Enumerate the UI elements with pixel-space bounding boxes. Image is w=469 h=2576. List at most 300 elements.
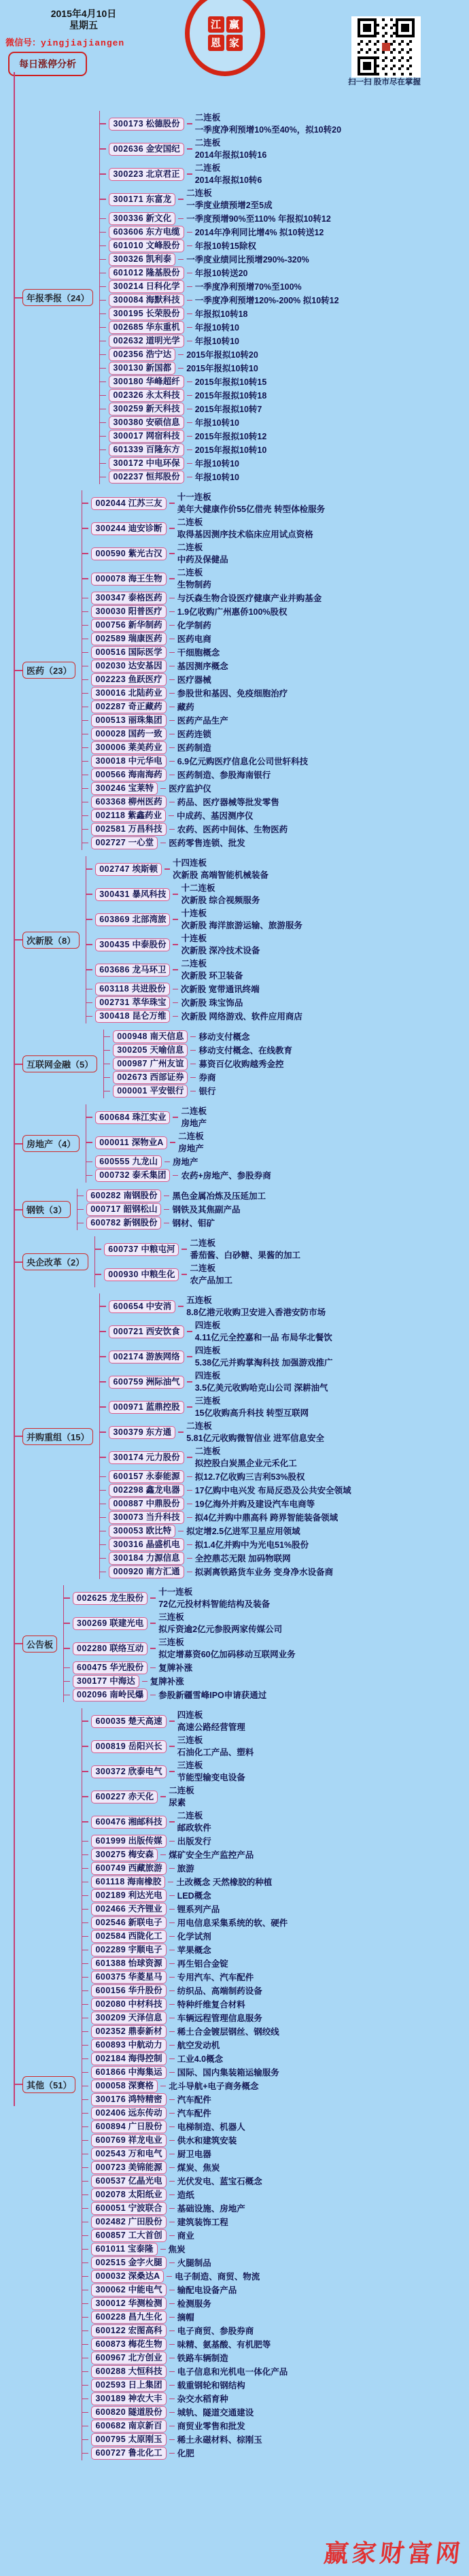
category-stock-list [82,490,469,850]
stock-box [91,2161,166,2174]
stock-code: 000717 [90,1204,121,1214]
category-stock-list [94,1236,469,1287]
stock-description-line: 2015年报拟10转10 [186,363,258,373]
stock-name: 亿晶光电 [128,2176,162,2186]
stock-description [177,2352,228,2365]
connector-line [187,395,192,396]
stock-description [190,1262,232,1287]
stock-description-line: 医药制造、参股海南银行 [177,770,271,780]
stock-box [91,547,166,560]
stock-box [104,1243,179,1256]
stock-description-line: 钢铁及其焦副产品 [172,1204,241,1215]
category-stock-list [99,1293,469,1579]
stock-name: 华测检测 [128,2299,162,2308]
stock-name: 岳阳兴长 [128,1741,162,1751]
connector-line [169,1821,175,1823]
stock-code: 600967 [95,2353,126,2362]
stock-description-line: 味精、氨基酸、有机肥等 [177,2339,271,2350]
stock-code: 601010 [113,241,144,250]
stock-code: 002482 [95,2217,126,2226]
stock-name: 深桑达A [128,2271,160,2281]
stock-description-line: 药品、医疗器械等批发零售 [177,797,279,807]
stock-description [177,2162,220,2174]
stock-name: 凯利泰 [145,254,172,264]
stock-name: 中能电气 [128,2285,162,2294]
stock-code: 300214 [113,282,144,291]
stock-description [195,322,239,334]
stock-code: 300275 [95,1850,126,1859]
stock-code: 300084 [113,295,144,305]
stock-row [109,187,469,211]
stock-row [91,2365,469,2378]
stock-description-line: 二连板 [190,1238,215,1248]
stock-box [95,964,170,977]
stock-code: 300431 [99,889,130,899]
stock-code: 300171 [113,194,144,204]
stock-row [73,1636,469,1661]
stock-box [91,714,166,727]
stock-row [86,1203,469,1216]
stock-description-line: 1.9亿收购广州惠侨100%股权 [177,607,288,617]
stock-code: 002632 [113,336,144,345]
stock-name: 南钢股份 [123,1191,158,1200]
stock-name: 华菱星马 [128,1972,162,1982]
stock-box [109,1325,184,1338]
stock-code: 600157 [113,1472,144,1481]
stock-row [109,321,469,334]
connector-line [150,1648,156,1649]
stock-description-line: 二连板 [181,1106,207,1116]
stock-description-line: 十四连板 [172,858,207,868]
stock-description-line: 次新股 综合视频服务 [181,896,260,905]
stock-code: 300372 [95,1766,126,1776]
stock-box [91,809,166,822]
stock-description-line: 二连板 [169,1786,194,1795]
connector-line [164,868,170,870]
stock-description [177,1971,254,1984]
stock-row [109,1395,469,1419]
category-label: 互联网金融（5） [22,1055,97,1072]
stock-description-line: 4.11亿元全控嘉和一品 布局华北餐饮 [194,1333,332,1342]
stock-code: 300030 [95,607,126,616]
stock-code: 300006 [95,743,126,752]
stock-description-line: 二连板 [177,518,203,527]
stock-description-line: 国际、国内集装箱运输服务 [177,2067,279,2078]
stock-description-line: 基础设施、房地产 [177,2203,245,2214]
stock-name: 泰格医药 [128,593,162,603]
stock-row [91,673,469,686]
stock-description-line: 房地产 [178,1144,204,1153]
stock-box [91,2311,166,2324]
stock-box [91,2352,166,2365]
stock-name: 中泰股份 [132,939,167,949]
stock-row [91,687,469,700]
stock-description-line: 航空发动机 [177,2040,220,2050]
connector-line [150,1597,156,1599]
stock-box [91,573,166,586]
stock-description [177,1863,194,1875]
stock-row [109,1525,469,1538]
stock-row [109,1344,469,1369]
stock-name: 丽珠集团 [128,715,162,725]
stock-name: 新国都 [145,363,172,373]
stock-row [109,416,469,429]
stock-box [109,335,184,348]
stock-name: 新联电子 [128,1918,162,1927]
stock-description-line: 钢材、钼矿 [172,1218,215,1228]
stock-description-line: 用电信息采集系统的软、硬件 [177,1918,288,1928]
category [14,1236,469,1287]
stock-name: 文峰股份 [145,241,180,250]
connector-line [169,1895,175,1897]
stock-box [109,193,175,206]
stock-description-line: 邮政软件 [177,1823,211,1833]
stock-row [73,1689,469,1701]
stock-code: 000795 [95,2435,126,2444]
category-label: 钢铁（3） [22,1201,71,1218]
stock-description-line: 旅游 [177,1863,194,1874]
stock-description-line: 工业4.0概念 [177,2054,224,2064]
stock-description-line: 基因测序概念 [177,661,228,671]
stock-row [91,1998,469,2011]
connector-line [169,2303,175,2305]
stock-description [181,907,302,932]
stock-code: 600782 [90,1218,121,1227]
connector-line [169,2004,175,2005]
stock-name: 深物业A [131,1137,164,1147]
stock-box [113,1085,188,1098]
stock-description [177,2230,194,2242]
stock-name: 中元华电 [128,756,162,766]
stock-description [177,2135,237,2147]
connector-line [190,1036,196,1038]
stock-box [91,1971,166,1984]
stock-name: 天泽信息 [128,2013,162,2022]
stock-description [150,1676,184,1688]
stock-code: 600122 [95,2326,126,2335]
stock-description [190,1237,300,1261]
stock-name: 宇顺电子 [128,1945,162,1954]
stock-description-line: 稀土永磁材料、棕刚玉 [177,2435,262,2445]
stock-row [91,1848,469,1861]
stock-row [91,2379,469,2392]
stock-description [195,294,339,307]
stock-description-line: 四连板 [194,1321,221,1330]
stock-box [109,375,184,388]
stock-description [181,983,260,996]
connector-line [187,341,192,342]
stock-row [109,212,469,225]
stock-description [177,2325,254,2337]
stock-row [109,362,469,375]
stock-description [177,2203,245,2215]
stock-name: 鸿特精密 [128,2095,162,2104]
stock-description [177,2379,245,2392]
connector-line [173,944,178,945]
stock-code: 002118 [95,811,126,820]
stock-description-line: 十连板 [181,909,207,918]
stock-name: 金字火腿 [128,2258,162,2267]
stock-description [177,1999,245,2011]
stock-code: 300435 [99,939,130,949]
stock-description-line: 72亿元投材料智能结构及装备 [158,1599,271,1609]
stock-box [109,118,184,131]
stock-description-line: 2014年净利同比增4% 拟10转送12 [194,227,324,237]
stock-row [109,348,469,361]
stock-description-line: 2015年报拟10转7 [194,404,262,414]
connector-line [173,1117,178,1118]
stock-row [91,2324,469,2337]
stock-name: 太原刚玉 [128,2435,162,2444]
stock-row [95,1105,469,1130]
stock-description-line: 年报10转送20 [194,268,248,278]
stock-row [73,1586,469,1610]
stock-box [95,1155,162,1168]
stock-description-line: 二连板 [194,1446,221,1456]
stock-name: 隆基股份 [145,268,180,277]
stock-description [177,2012,262,2024]
connector-line [169,2181,175,2182]
stock-box [91,1816,166,1829]
stock-code: 600654 [113,1301,144,1311]
stock-row [91,1930,469,1943]
stock-row [91,632,469,645]
connector-line [187,1544,192,1546]
stock-description-line: 电子制造、商贸、物流 [175,2271,260,2282]
connector-line [142,1681,147,1682]
stock-code: 000920 [113,1567,144,1576]
stock-name: 天齐锂业 [128,1904,162,1914]
connector-line [187,1517,192,1519]
stock-code: 601388 [95,1959,126,1968]
stock-name: 梅花生物 [128,2339,162,2349]
stock-description-line: 年报10转10 [194,336,239,346]
category-stock-list [86,1104,469,1183]
connector-line [169,2358,175,2359]
stock-description-line: 年报10转10 [194,322,239,333]
connector-line [169,639,175,640]
stock-box [104,1268,179,1281]
stock-description-line: 医药电商 [177,634,211,644]
stock-code: 603686 [99,964,130,975]
connector-line [187,232,192,233]
stock-description-line: 二连板 [194,138,221,148]
stock-description [177,620,211,632]
stock-code: 000756 [95,620,126,630]
stock-box [91,673,166,686]
connector-line [169,2263,175,2264]
stock-code: 300018 [95,756,126,766]
stock-code: 300259 [113,404,144,413]
stock-description-line: 拟定增2.5亿进军卫星应用领域 [186,1526,300,1536]
connector-line [160,2249,166,2250]
stock-description [169,783,211,795]
stock-name: 广日股份 [128,2122,162,2131]
stock-description [195,471,239,484]
stock-description-line: 次新股 深冷技术设备 [181,946,260,955]
stock-description-line: 二连板 [181,959,207,968]
stock-code: 600873 [95,2339,126,2349]
stock-box [91,2324,166,2337]
stock-box [95,983,170,996]
stock-description [177,1985,262,1997]
stock-row [91,2243,469,2256]
stock-name: 浩宁达 [145,350,172,359]
stock-box [95,1136,167,1149]
stock-code: 600051 [95,2203,126,2213]
stock-description-line: 二连板 [177,568,203,577]
stock-description [195,417,239,429]
stock-name: 百隆东方 [145,445,180,454]
connector-line [169,528,175,529]
stock-description [177,1835,211,1848]
date-label [39,8,128,31]
category [14,1104,469,1183]
stock-description-line: 二连板 [186,188,212,198]
connector-line [187,173,192,175]
stock-description-line: 十连板 [181,934,207,943]
stock-name: 国际医学 [128,647,162,657]
stock-name: 北陆药业 [128,688,162,698]
connector-line [178,354,184,356]
stock-row [91,592,469,605]
stock-box [109,1451,184,1464]
stock-row [91,1971,469,1984]
stock-description-line: 17亿购中电兴发 布局反恐及公共安全领域 [194,1485,351,1495]
connector-line [169,578,175,579]
connector-line [187,450,192,451]
stock-description [195,308,248,320]
logo-ring-icon [185,0,265,76]
stock-name: 九龙山 [132,1157,158,1166]
stock-description [195,162,262,186]
qr-code [351,16,421,78]
stock-description-line: 复牌补涨 [158,1663,193,1673]
stock-box [91,2066,166,2079]
stock-row [91,2433,469,2446]
connector-line [169,747,175,749]
connector-line [187,1572,192,1573]
connector-line [187,273,192,274]
stock-name: 中粮屯河 [141,1244,175,1254]
stock-name: 国药一致 [128,729,162,739]
stock-description-line: 专用汽车、汽车配件 [177,1972,254,1982]
stock-box [113,1071,188,1084]
stock-code: 002406 [95,2108,126,2118]
stock-name: 赤天化 [128,1791,154,1801]
stock-row [91,714,469,727]
stock-description [177,742,211,754]
stock-description [177,756,308,768]
stock-name: 东方通 [145,1427,172,1437]
stock-description [158,1689,266,1701]
connector-line [169,2167,175,2169]
stock-description [195,240,256,252]
stock-box [109,1300,175,1313]
stock-box [91,2392,166,2405]
connector-line [169,2126,175,2128]
stock-box [91,2420,166,2433]
stock-code: 002096 [77,1690,107,1699]
stock-description [177,674,211,686]
stock-description [177,1931,211,1943]
stock-code: 300269 [77,1618,107,1628]
stock-description [195,1553,291,1565]
stock-row [91,1957,469,1970]
stock-name: 平安银行 [150,1086,184,1096]
stock-code: 002184 [95,2054,126,2063]
stock-box [91,2039,166,2052]
connector-line [169,679,175,681]
stock-row [91,728,469,741]
stock-row [91,2107,469,2120]
stock-box [91,2229,166,2242]
category-label: 次新股（8） [22,932,80,949]
category-label: 并购重组（15） [22,1428,93,1445]
stock-code: 002515 [95,2258,126,2267]
stock-code: 002289 [95,1945,126,1954]
connector-line [187,123,192,124]
stock-description [186,1525,300,1538]
stock-box [91,592,166,605]
stock-box [91,2365,166,2378]
stock-description-line: 载重钢轮和钢结构 [177,2380,245,2390]
stock-row [91,491,469,515]
connector-line [178,368,184,369]
stock-row [91,2120,469,2133]
connector-line [173,894,178,895]
stock-box [109,1426,175,1439]
stock-box [109,389,184,402]
stock-description-line: 房地产 [172,1157,198,1167]
connector-line [169,707,175,708]
connector-line [173,1016,178,1017]
connector-line [169,1990,175,1992]
stock-box [91,768,166,781]
connector-line [169,2045,175,2046]
connector-line [150,1667,156,1669]
stock-box [91,2025,166,2038]
stock-description [181,1105,207,1130]
stock-description-line: 汽车配件 [177,2095,211,2105]
stock-description [186,1294,326,1319]
stock-code: 002593 [95,2380,126,2390]
stock-code: 300244 [95,523,126,533]
stock-row [91,2202,469,2215]
stock-code: 600537 [95,2176,126,2186]
stock-description [195,1370,328,1394]
connector-line [169,2031,175,2033]
stock-box [91,1740,166,1753]
stock-code: 002044 [95,498,126,508]
stock-description-line: 煤矿安全生产监控产品 [169,1850,254,1860]
stock-row [109,1484,469,1497]
connector-line [169,2099,175,2101]
stock-description-line: 藏药 [177,702,194,712]
stock-description-line: 光伏发电、蓝宝石概念 [177,2176,262,2186]
category-stock-list [86,856,469,1023]
stock-row [95,957,469,982]
connector-line [150,1623,156,1624]
stock-box [109,457,184,470]
stock-description-line: 二连板 [194,163,221,173]
stock-description [172,1217,215,1230]
stock-name: 鲁北化工 [128,2448,162,2458]
stock-code: 002747 [99,864,130,874]
stock-name: 宁波联合 [128,2203,162,2213]
connector-line [170,1142,175,1143]
stock-code: 002546 [95,1918,126,1927]
